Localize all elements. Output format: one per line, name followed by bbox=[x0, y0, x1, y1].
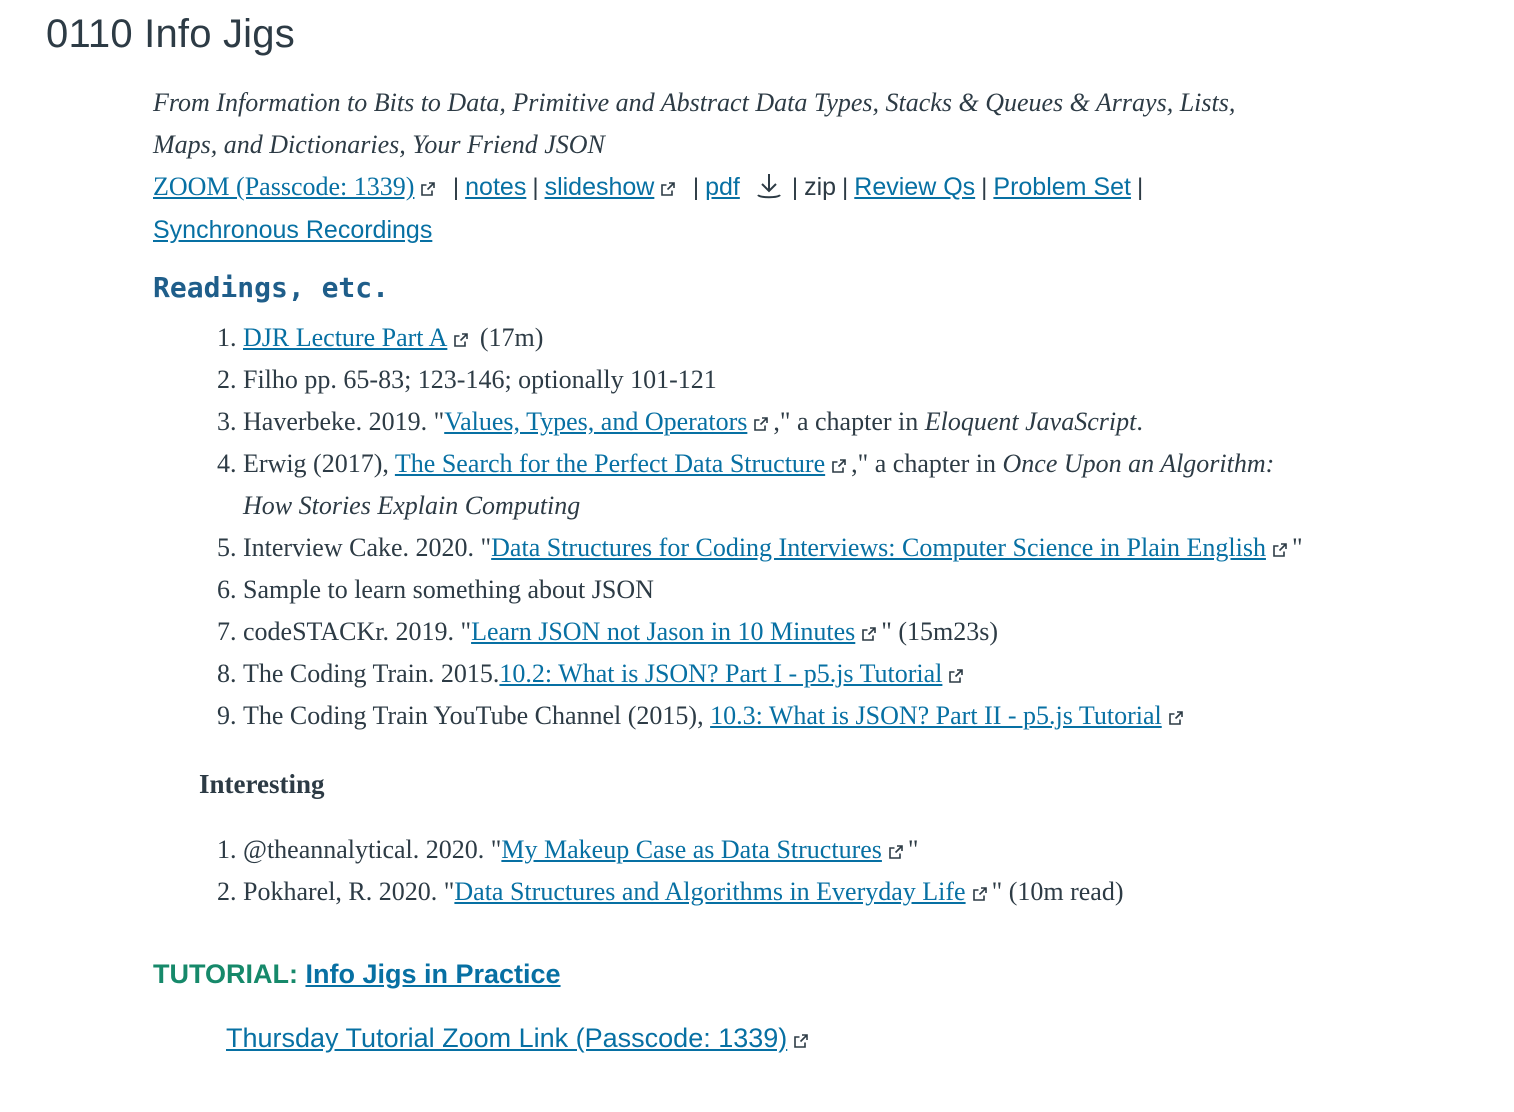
reading-text: The Coding Train. 2015. bbox=[243, 659, 500, 688]
reading-link[interactable]: Values, Types, and Operators bbox=[444, 407, 748, 436]
reading-text: " (10m read) bbox=[991, 877, 1124, 906]
tutorial-zoom-link[interactable]: Thursday Tutorial Zoom Link (Passcode: 1339) bbox=[226, 1023, 788, 1053]
separator: | bbox=[532, 174, 539, 201]
reading-link[interactable]: My Makeup Case as Data Structures bbox=[501, 835, 882, 864]
separator: | bbox=[452, 174, 460, 201]
interesting-list bbox=[153, 829, 1303, 913]
reading-text: " bbox=[1291, 533, 1303, 562]
list-item bbox=[243, 443, 1303, 527]
book-title: Once Upon an Algorithm: How Stories Explain Computing bbox=[243, 449, 1275, 520]
list-item bbox=[243, 829, 1303, 871]
reading-link[interactable]: DJR Lecture Part A bbox=[243, 323, 448, 352]
page-title: 0110 Info Jigs bbox=[46, 12, 295, 56]
external-link-icon bbox=[948, 668, 964, 684]
tutorial-heading bbox=[153, 953, 1303, 995]
page-subtitle: From Information to Bits to Data, Primitive and Abstract Data Types, Stacks & Queues & Arrays, Lists, Maps, and Dictionaries, Your Friend JSON bbox=[153, 88, 1236, 159]
reading-text: ," a chapter in bbox=[851, 449, 1003, 478]
external-link-icon bbox=[972, 886, 988, 902]
resource-links bbox=[153, 166, 1303, 251]
reading-text: Filho pp. 65-83; 123-146; optionally 101-121 bbox=[243, 365, 717, 394]
external-link-icon bbox=[453, 332, 469, 348]
reading-text: @theannalytical. 2020. " bbox=[243, 835, 502, 864]
tutorial-zoom-row bbox=[226, 1017, 1303, 1059]
pdf-link[interactable]: pdf bbox=[705, 173, 740, 201]
interesting-heading: Interesting bbox=[199, 769, 325, 799]
list-item bbox=[243, 695, 1303, 737]
review-qs-link[interactable]: Review Qs bbox=[854, 173, 976, 201]
reading-link[interactable]: Learn JSON not Jason in 10 Minutes bbox=[471, 617, 856, 646]
readings-heading: Readings, etc. bbox=[153, 271, 390, 304]
separator: | bbox=[842, 174, 849, 201]
reading-text: Interview Cake. 2020. " bbox=[243, 533, 492, 562]
zip-label: zip bbox=[804, 173, 837, 201]
list-item bbox=[243, 611, 1303, 653]
external-link-icon bbox=[861, 626, 877, 642]
external-link-icon bbox=[1272, 542, 1288, 558]
reading-link[interactable]: Data Structures and Algorithms in Everyday Life bbox=[454, 877, 966, 906]
reading-text: Sample to learn something about JSON bbox=[243, 575, 654, 604]
list-item bbox=[243, 527, 1303, 569]
reading-text: The Coding Train YouTube Channel (2015), bbox=[243, 701, 711, 730]
download-icon[interactable] bbox=[754, 171, 784, 201]
list-item bbox=[243, 359, 1303, 401]
tutorial-label: TUTORIAL: bbox=[153, 959, 306, 989]
reading-text: Haverbeke. 2019. " bbox=[243, 407, 445, 436]
reading-text: " (15m23s) bbox=[881, 617, 999, 646]
reading-link[interactable]: 10.3: What is JSON? Part II - p5.js Tutorial bbox=[710, 701, 1162, 730]
external-link-icon bbox=[1168, 710, 1184, 726]
readings-list bbox=[153, 317, 1303, 737]
slideshow-link[interactable]: slideshow bbox=[544, 173, 655, 201]
list-item bbox=[243, 317, 1303, 359]
separator: | bbox=[692, 174, 700, 201]
reading-link[interactable]: Data Structures for Coding Interviews: Computer Science in Plain English bbox=[491, 533, 1266, 562]
problem-set-link[interactable]: Problem Set bbox=[993, 173, 1131, 201]
external-link-icon bbox=[660, 181, 676, 197]
reading-text: . bbox=[1136, 407, 1143, 436]
synchronous-recordings-link[interactable]: Synchronous Recordings bbox=[153, 216, 433, 244]
reading-text: Erwig (2017), bbox=[243, 449, 395, 478]
list-item bbox=[243, 653, 1303, 695]
zoom-link[interactable]: ZOOM (Passcode: 1339) bbox=[153, 172, 415, 201]
separator: | bbox=[1136, 174, 1144, 201]
list-item bbox=[243, 401, 1303, 443]
reading-link[interactable]: The Search for the Perfect Data Structure bbox=[394, 449, 826, 478]
reading-text: Pokharel, R. 2020. " bbox=[243, 877, 455, 906]
reading-note: (17m) bbox=[473, 323, 544, 352]
external-link-icon bbox=[753, 416, 769, 432]
separator: | bbox=[791, 174, 799, 201]
list-item bbox=[243, 871, 1303, 913]
external-link-icon bbox=[420, 181, 436, 197]
reading-text: " bbox=[907, 835, 919, 864]
reading-text: ," a chapter in bbox=[773, 407, 925, 436]
notes-link[interactable]: notes bbox=[465, 173, 527, 201]
reading-text: codeSTACKr. 2019. " bbox=[243, 617, 472, 646]
external-link-icon bbox=[888, 844, 904, 860]
reading-link[interactable]: 10.2: What is JSON? Part I - p5.js Tutorial bbox=[499, 659, 943, 688]
external-link-icon bbox=[793, 1033, 809, 1049]
external-link-icon bbox=[831, 458, 847, 474]
list-item bbox=[243, 569, 1303, 611]
separator: | bbox=[981, 174, 988, 201]
tutorial-link[interactable]: Info Jigs in Practice bbox=[305, 959, 561, 989]
page-content bbox=[153, 82, 1303, 1059]
book-title: Eloquent JavaScript bbox=[924, 407, 1137, 436]
